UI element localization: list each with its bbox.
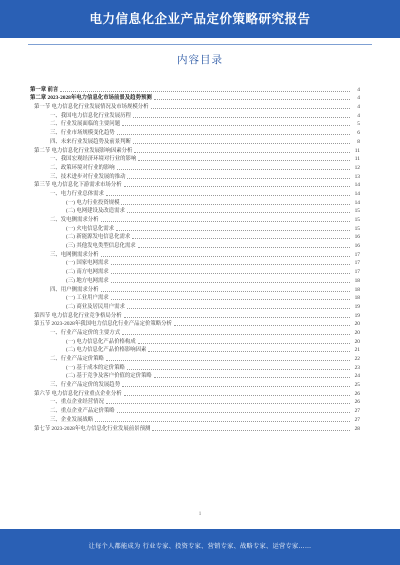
- toc-leader-dots: [122, 386, 350, 387]
- toc-entry[interactable]: [30, 301, 360, 310]
- toc-entry[interactable]: [30, 119, 360, 128]
- toc-entry[interactable]: [30, 206, 360, 215]
- toc-leader-dots: [60, 91, 350, 92]
- toc-leader-dots: [127, 308, 350, 309]
- toc-leader-dots: [154, 99, 350, 100]
- toc-leader-dots: [106, 403, 350, 404]
- toc-entry-label: (二) 电力信息化产品价格影响因素: [66, 347, 147, 354]
- toc-entry-page: 11: [354, 147, 360, 154]
- toc-entry[interactable]: [30, 266, 360, 275]
- toc-entry-label: 二、重点企业产品定价策略: [50, 408, 115, 415]
- toc-entry[interactable]: [30, 223, 360, 232]
- toc-entry[interactable]: [30, 249, 360, 258]
- toc-entry-page: 12: [354, 164, 360, 171]
- toc-entry[interactable]: [30, 93, 360, 102]
- toc-entry-label: 四、未来行业发展趋势及前景判断: [50, 138, 131, 145]
- toc-leader-dots: [106, 360, 350, 361]
- toc-entry-page: 15: [354, 217, 360, 223]
- toc-leader-dots: [138, 160, 350, 161]
- toc-leader-dots: [124, 186, 350, 187]
- toc-entry[interactable]: [30, 136, 360, 145]
- toc-leader-dots: [116, 230, 350, 231]
- toc-entry[interactable]: [30, 414, 360, 423]
- toc-entry[interactable]: [30, 127, 360, 136]
- toc-entry[interactable]: [30, 240, 360, 249]
- toc-entry-label: (一) 火电信息化需求: [66, 225, 115, 232]
- toc-entry-label: 一、我国宏观经济环境对行业的影响: [50, 156, 137, 163]
- toc-leader-dots: [117, 134, 350, 135]
- toc-entry[interactable]: [30, 293, 360, 302]
- toc-entry-page: 15: [354, 208, 360, 215]
- toc-entry-page: 14: [354, 190, 360, 197]
- toc-entry[interactable]: [30, 284, 360, 293]
- toc-entry-page: 17: [354, 260, 360, 267]
- toc-entry-label: 二、行业产品定价策略: [50, 356, 104, 362]
- page-number: 1: [198, 512, 202, 517]
- toc-leader-dots: [133, 117, 350, 118]
- toc-entry-page: 4: [357, 86, 360, 93]
- toc-entry[interactable]: [30, 258, 360, 267]
- toc-entry-page: 21: [354, 347, 360, 354]
- toc-entry-page: 8: [357, 138, 360, 145]
- toc-entry[interactable]: [30, 379, 360, 388]
- toc-entry-label: (三) 地方电网需求: [66, 277, 109, 284]
- toc-leader-dots: [111, 273, 350, 274]
- toc-entry[interactable]: [30, 405, 360, 414]
- toc-entry-page: 6: [357, 130, 360, 137]
- toc-entry[interactable]: [30, 362, 360, 371]
- toc-leader-dots: [111, 282, 350, 283]
- toc-entry-label: 三、行业市场规模变化趋势: [50, 130, 115, 137]
- toc-entry-page: 26: [354, 399, 360, 406]
- toc-leader-dots: [138, 247, 350, 248]
- toc-entry-label: 一、行业产品定价的主要方式: [50, 329, 121, 336]
- toc-leader-dots: [122, 125, 350, 126]
- toc-entry-label: 第七节 2023-2028年电力信息化行业发展前景预测: [34, 425, 151, 432]
- toc-entry-page: 25: [354, 382, 360, 389]
- table-of-contents: [30, 84, 360, 432]
- toc-entry-page: 13: [354, 173, 360, 180]
- toc-entry[interactable]: [30, 232, 360, 241]
- toc-entry-page: 24: [354, 373, 360, 380]
- toc-entry-label: (三) 其他发电类型信息化需求: [66, 243, 136, 250]
- toc-entry[interactable]: [30, 197, 360, 206]
- toc-leader-dots: [111, 299, 350, 300]
- toc-entry-page: 17: [354, 251, 360, 258]
- toc-entry-page: 16: [354, 234, 360, 241]
- toc-leader-dots: [111, 264, 350, 265]
- toc-entry-label: (二) 新能源发电信息化需求: [66, 234, 131, 241]
- toc-entry-page: 4: [357, 112, 360, 119]
- toc-entry-label: (一) 电力信息化产品价格构成: [66, 338, 136, 345]
- toc-entry[interactable]: [30, 345, 360, 354]
- toc-leader-dots: [127, 212, 350, 213]
- toc-entry-label: 二、政策环境对行业的影响: [50, 164, 115, 171]
- toc-entry-page: 20: [354, 321, 360, 328]
- toc-entry[interactable]: [30, 145, 360, 154]
- toc-entry-page: 18: [354, 277, 360, 284]
- report-title: 电力信息化企业产品定价策略研究报告: [89, 11, 311, 26]
- toc-entry-label: 一、重点企业经营情况: [50, 399, 104, 406]
- toc-entry-page: 28: [354, 425, 360, 432]
- toc-entry-label: 第六节 电力信息化行业重点企业分析: [34, 390, 122, 397]
- toc-leader-dots: [132, 238, 350, 239]
- toc-entry-label: 第五节 2023-2028年我国电力信息化行业产品定价策略分析: [34, 321, 172, 328]
- toc-leader-dots: [138, 343, 350, 344]
- toc-entry[interactable]: [30, 171, 360, 180]
- toc-entry[interactable]: [30, 154, 360, 163]
- toc-entry-label: 三、技术进步对行业发展的推动: [50, 173, 126, 180]
- toc-entry-label: 三、行业产品定价的发展趋势: [50, 382, 121, 389]
- toc-title: 内容目录: [177, 54, 223, 66]
- toc-entry[interactable]: [30, 162, 360, 171]
- toc-entry-label: 第三节 电力信息化下游需求市场分析: [34, 182, 122, 189]
- toc-entry-page: 26: [354, 390, 360, 397]
- toc-entry[interactable]: [30, 423, 360, 432]
- toc-entry-page: 4: [357, 95, 360, 102]
- toc-entry-page: 18: [354, 295, 360, 302]
- toc-leader-dots: [133, 143, 350, 144]
- toc-entry-page: 20: [354, 329, 360, 336]
- toc-entry-label: 一、我国电力信息化行业发展历程: [50, 112, 131, 119]
- toc-entry[interactable]: [30, 275, 360, 284]
- toc-leader-dots: [127, 369, 350, 370]
- footer-slogan: 让每个人都能成为 行业专家、投资专家、营销专家、战略专家、运营专家……: [88, 543, 312, 550]
- toc-entry-label: (二) 南方电网需求: [66, 269, 109, 276]
- toc-leader-dots: [152, 430, 350, 431]
- toc-entry[interactable]: [30, 327, 360, 336]
- toc-leader-dots: [127, 178, 350, 179]
- toc-entry-page: 23: [354, 364, 360, 371]
- toc-entry-label: (一) 基于成本的定价策略: [66, 364, 125, 371]
- toc-leader-dots: [106, 195, 350, 196]
- toc-entry-label: (一) 工业用户需求: [66, 295, 109, 302]
- toc-entry-page: 19: [354, 312, 360, 319]
- toc-leader-dots: [95, 421, 350, 422]
- toc-entry-page: 17: [354, 269, 360, 276]
- toc-entry[interactable]: [30, 388, 360, 397]
- toc-entry-page: 4: [357, 104, 360, 111]
- divider: [28, 44, 372, 45]
- toc-entry-label: (二) 电网建设及改造需求: [66, 208, 125, 215]
- toc-leader-dots: [151, 108, 350, 109]
- toc-entry-page: 27: [354, 408, 360, 415]
- toc-entry-label: 四、用户侧需求分析: [50, 286, 99, 293]
- toc-entry-label: (二) 商业及居民用户需求: [66, 303, 125, 310]
- toc-entry-label: 一、电力行业总体需求: [50, 190, 104, 197]
- toc-entry-page: 16: [354, 243, 360, 250]
- toc-entry-label: 第二章 2023-2028年电力信息化市场前景及趋势预测: [30, 95, 152, 102]
- toc-entry-page: 11: [354, 156, 360, 163]
- toc-entry-label: 第一章 前言: [30, 86, 59, 93]
- toc-entry-page: 27: [354, 416, 360, 423]
- toc-entry-page: 20: [354, 338, 360, 345]
- toc-leader-dots: [148, 351, 350, 352]
- toc-entry-page: 5: [357, 121, 360, 128]
- toc-entry-label: (一) 国家电网需求: [66, 260, 109, 267]
- toc-entry[interactable]: [30, 84, 360, 93]
- toc-entry[interactable]: [30, 371, 360, 380]
- toc-leader-dots: [124, 395, 350, 396]
- toc-entry[interactable]: [30, 110, 360, 119]
- toc-entry[interactable]: [30, 310, 360, 319]
- toc-entry-label: 第四节 电力信息化行业竞争格局分析: [34, 312, 122, 319]
- toc-entry-label: 第二节 电力信息化行业发展影响因素分析: [34, 147, 133, 154]
- toc-entry[interactable]: [30, 180, 360, 189]
- toc-entry-page: 14: [354, 199, 360, 206]
- toc-entry-page: 22: [354, 356, 360, 362]
- toc-entry-page: 14: [354, 182, 360, 189]
- toc-entry-page: 19: [354, 303, 360, 310]
- toc-leader-dots: [101, 256, 350, 257]
- toc-entry-label: 第一节 电力信息化行业发展情况及市场规模分析: [34, 104, 149, 111]
- toc-entry-page: 15: [354, 225, 360, 232]
- toc-leader-dots: [122, 334, 350, 335]
- toc-leader-dots: [101, 221, 350, 222]
- toc-entry-page: 18: [354, 286, 360, 293]
- toc-leader-dots: [124, 317, 350, 318]
- toc-entry-label: 二、行业发展面临的主要问题: [50, 121, 121, 128]
- toc-entry-label: (一) 电力行业投资规模: [66, 199, 120, 206]
- toc-entry[interactable]: [30, 101, 360, 110]
- toc-entry[interactable]: [30, 353, 360, 362]
- toc-entry-label: 二、发电侧需求分析: [50, 217, 99, 223]
- toc-entry[interactable]: [30, 336, 360, 345]
- toc-leader-dots: [134, 152, 350, 153]
- toc-leader-dots: [117, 412, 350, 413]
- toc-entry-label: 三、电网侧需求分析: [50, 251, 99, 258]
- toc-entry[interactable]: [30, 397, 360, 406]
- toc-entry-label: 三、企业发展战略: [50, 416, 94, 423]
- toc-entry[interactable]: [30, 319, 360, 328]
- toc-leader-dots: [101, 291, 350, 292]
- toc-leader-dots: [121, 204, 350, 205]
- toc-entry[interactable]: [30, 214, 360, 223]
- toc-leader-dots: [117, 169, 350, 170]
- toc-entry[interactable]: [30, 188, 360, 197]
- toc-entry-label: (二) 基于竞争及客户价值的定价策略: [66, 373, 152, 380]
- toc-leader-dots: [154, 377, 350, 378]
- toc-leader-dots: [174, 325, 350, 326]
